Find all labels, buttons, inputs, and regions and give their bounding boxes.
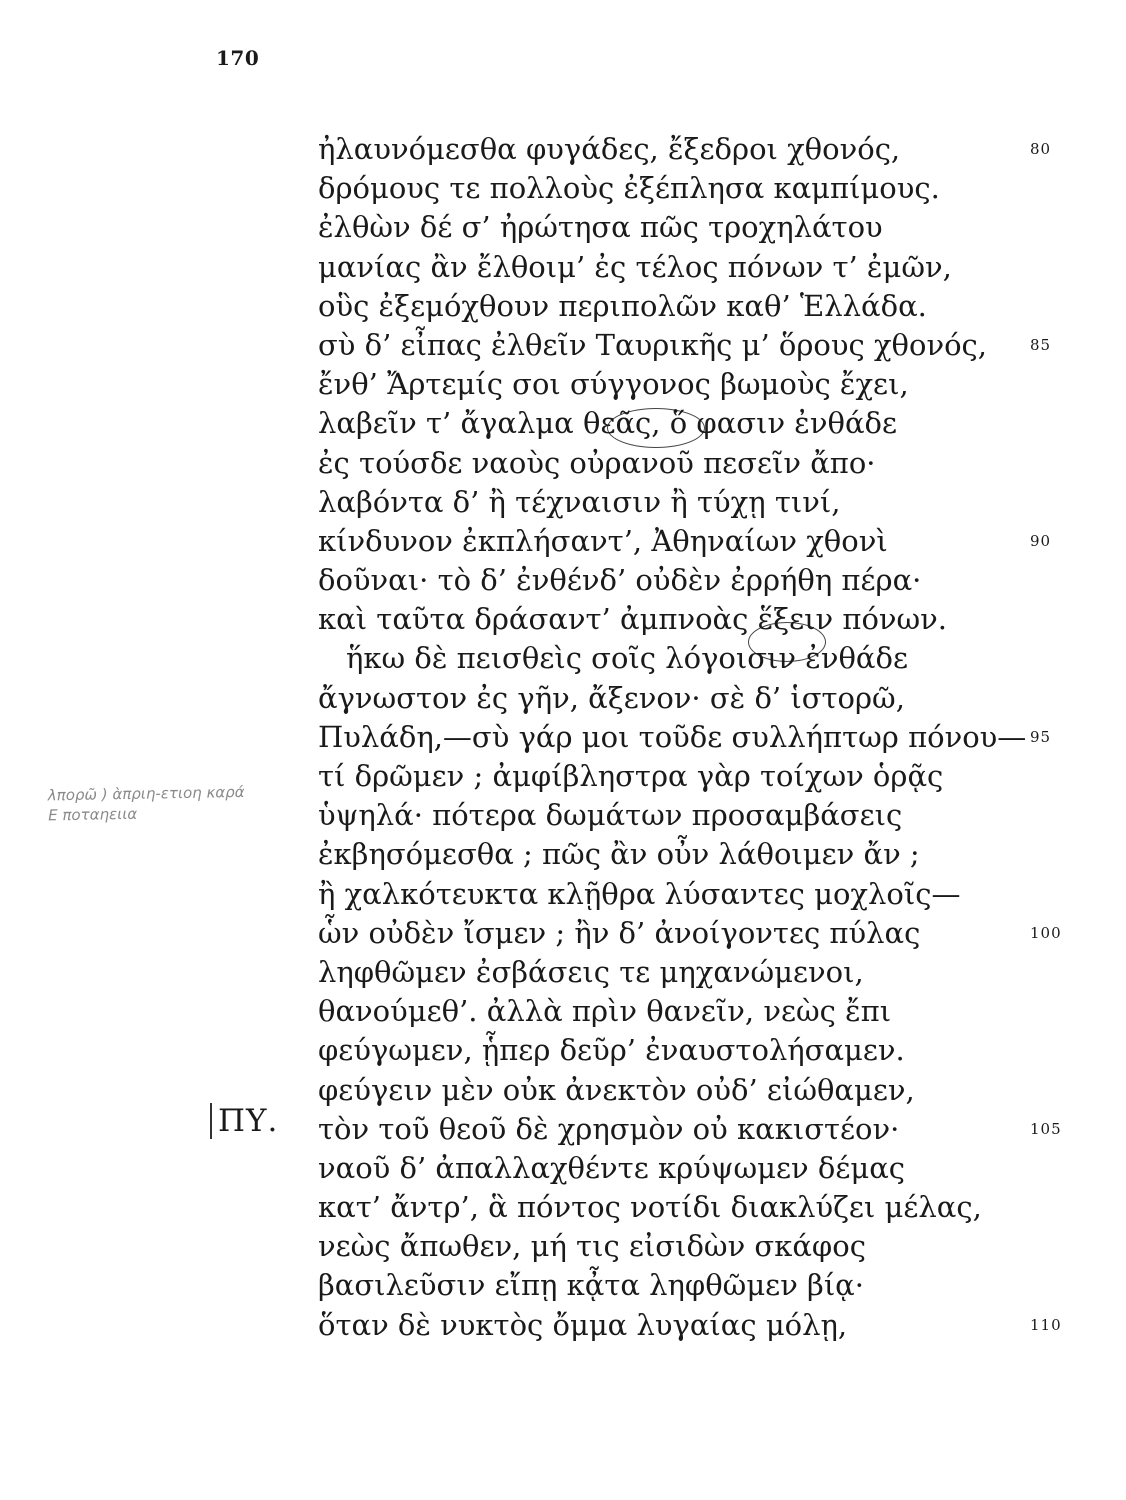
verse-line-text: ἄγνωστον ἐς γῆν, ἄξενον· σὲ δ’ ἱστορῶ, — [318, 680, 905, 715]
verse-line — [318, 1149, 1098, 1188]
verse-line — [318, 1188, 1098, 1227]
verse-line — [318, 287, 1098, 326]
verse-line — [318, 483, 1098, 522]
verse-line — [318, 1227, 1098, 1266]
verse-line-text: καὶ ταῦτα δράσαντ’ ἀμπνοὰς ἕξειν πόνων. — [318, 602, 948, 637]
verse-line — [318, 404, 1098, 443]
verse-line — [318, 326, 1098, 365]
page-number: 170 — [216, 46, 260, 70]
speaker-label: ΠΥ. — [218, 1103, 279, 1139]
verse-line-text: σὺ δ’ εἶπας ἐλθεῖν Ταυρικῆς μ’ ὅρους χθονός, — [318, 327, 987, 362]
verse-line — [318, 522, 1098, 561]
verse-line-text: ἠλαυνόμεσθα φυγάδες, ἔξεδροι χθονός, — [318, 132, 901, 166]
verse-line-text: ληφθῶμεν ἐσβάσεις τε μηχανώμενοι, — [318, 954, 864, 989]
verse-line-text: ὅταν δὲ νυκτὸς ὄμμα λυγαίας μόλῃ, — [318, 1307, 848, 1342]
verse-line-text: δρόμους τε πολλοὺς ἐξέπλησα καμπίμους. — [318, 171, 940, 206]
verse-line-text: κίνδυνον ἐκπλήσαντ’, Ἀθηναίων χθονὶ — [318, 523, 888, 558]
verse-line — [318, 365, 1098, 404]
verse-line-text: μανίας ἂν ἔλθοιμ’ ἐς τέλος πόνων τ’ ἐμῶν, — [318, 249, 952, 284]
handwritten-margin-note — [48, 781, 319, 826]
line-number: 90 — [1030, 531, 1052, 550]
verse-line — [318, 796, 1098, 835]
verse-line-text: ἐλθὼν δέ σ’ ἠρώτησα πῶς τροχηλάτου — [318, 210, 883, 245]
verse-line — [318, 1071, 1098, 1110]
verse-line — [318, 130, 1098, 169]
verse-line — [318, 953, 1098, 992]
verse-line — [318, 169, 1098, 208]
verse-line-text: νεὼς ἄπωθεν, μή τις εἰσιδὼν σκάφος — [318, 1229, 866, 1264]
verse-line-text: κατ’ ἄντρ’, ἃ πόντος νοτίδι διακλύζει μέλας, — [318, 1190, 982, 1225]
verse-line-text: ἐς τούσδε ναοὺς οὐρανοῦ πεσεῖν ἄπο· — [318, 445, 876, 480]
verse-line-text: τὸν τοῦ θεοῦ δὲ χρησμὸν οὐ κακιστέον· — [318, 1111, 900, 1146]
verse-line — [318, 1266, 1098, 1305]
verse-text — [318, 130, 1098, 1345]
speaker-bracket-mark — [210, 1103, 216, 1139]
verse-line-text: ὑψηλά· πότερα δωμάτων προσαμβάσεις — [318, 798, 903, 833]
verse-line-text: ἐκβησόμεσθα ; πῶς ἂν οὖν λάθοιμεν ἄν ; — [318, 837, 920, 872]
verse-line-text: οὓς ἐξεμόχθουν περιπολῶν καθ’ Ἑλλάδα. — [318, 288, 927, 323]
verse-line-text: λαβόντα δ’ ἢ τέχναισιν ἢ τύχῃ τινί, — [318, 484, 841, 519]
verse-line-text: ὧν οὐδὲν ἴσμεν ; ἢν δ’ ἀνοίγοντες πύλας — [318, 915, 921, 950]
line-number: 85 — [1030, 335, 1052, 354]
verse-line — [318, 992, 1098, 1031]
verse-line-text: λαβεῖν τ’ ἄγαλμα θεᾶς, ὅ φασιν ἐνθάδε — [318, 406, 898, 441]
verse-line-text: Πυλάδη,—σὺ γάρ μοι τοῦδε συλλήπτωρ πόνου— — [318, 719, 1027, 754]
verse-line — [318, 835, 1098, 874]
verse-line-text: ἔνθ’ Ἄρτεμίς σοι σύγγονος βωμοὺς ἔχει, — [318, 367, 909, 402]
verse-line-text: ἢ χαλκότευκτα κλῇθρα λύσαντες μοχλοῖς— — [318, 876, 961, 911]
verse-line — [318, 679, 1098, 718]
verse-line — [318, 1110, 1098, 1149]
verse-line — [318, 600, 1098, 639]
verse-line — [318, 875, 1098, 914]
verse-line-text: θανούμεθ’. ἀλλὰ πρὶν θανεῖν, νεὼς ἔπι — [318, 994, 892, 1029]
verse-line-text: βασιλεῦσιν εἴπῃ κᾆτα ληφθῶμεν βίᾳ· — [318, 1268, 864, 1303]
line-number: 95 — [1030, 727, 1052, 746]
verse-line — [318, 639, 1098, 678]
margin-note-line: Ε ποταηειια — [48, 804, 138, 825]
verse-line-text: ναοῦ δ’ ἀπαλλαχθέντε κρύψωμεν δέμας — [318, 1150, 906, 1185]
verse-line — [318, 208, 1098, 247]
margin-note-line: λπορῶ ) ὰπριη-ετιοη καρά — [47, 782, 245, 805]
verse-line — [318, 444, 1098, 483]
line-number: 100 — [1030, 923, 1062, 942]
line-number: 105 — [1030, 1119, 1062, 1138]
verse-line — [318, 718, 1098, 757]
verse-line-text: δοῦναι· τὸ δ’ ἐνθένδ’ οὐδὲν ἐρρήθη πέρα· — [318, 563, 922, 598]
verse-line — [318, 561, 1098, 600]
verse-line — [318, 757, 1098, 796]
line-number: 80 — [1030, 140, 1052, 158]
verse-line — [318, 248, 1098, 287]
verse-line-text: φεύγωμεν, ᾗπερ δεῦρ’ ἐναυστολήσαμεν. — [318, 1033, 905, 1068]
verse-line — [318, 914, 1098, 953]
verse-line-text: φεύγειν μὲν οὐκ ἀνεκτὸν οὐδ’ εἰώθαμεν, — [318, 1072, 915, 1107]
verse-line — [318, 1031, 1098, 1070]
verse-line-text: ἥκω δὲ πεισθεὶς σοῖς λόγοισιν ἐνθάδε — [346, 641, 908, 676]
verse-line — [318, 1306, 1098, 1345]
line-number: 110 — [1030, 1315, 1062, 1334]
verse-line-text: τί δρῶμεν ; ἀμφίβληστρα γὰρ τοίχων ὁρᾷς — [318, 759, 944, 793]
